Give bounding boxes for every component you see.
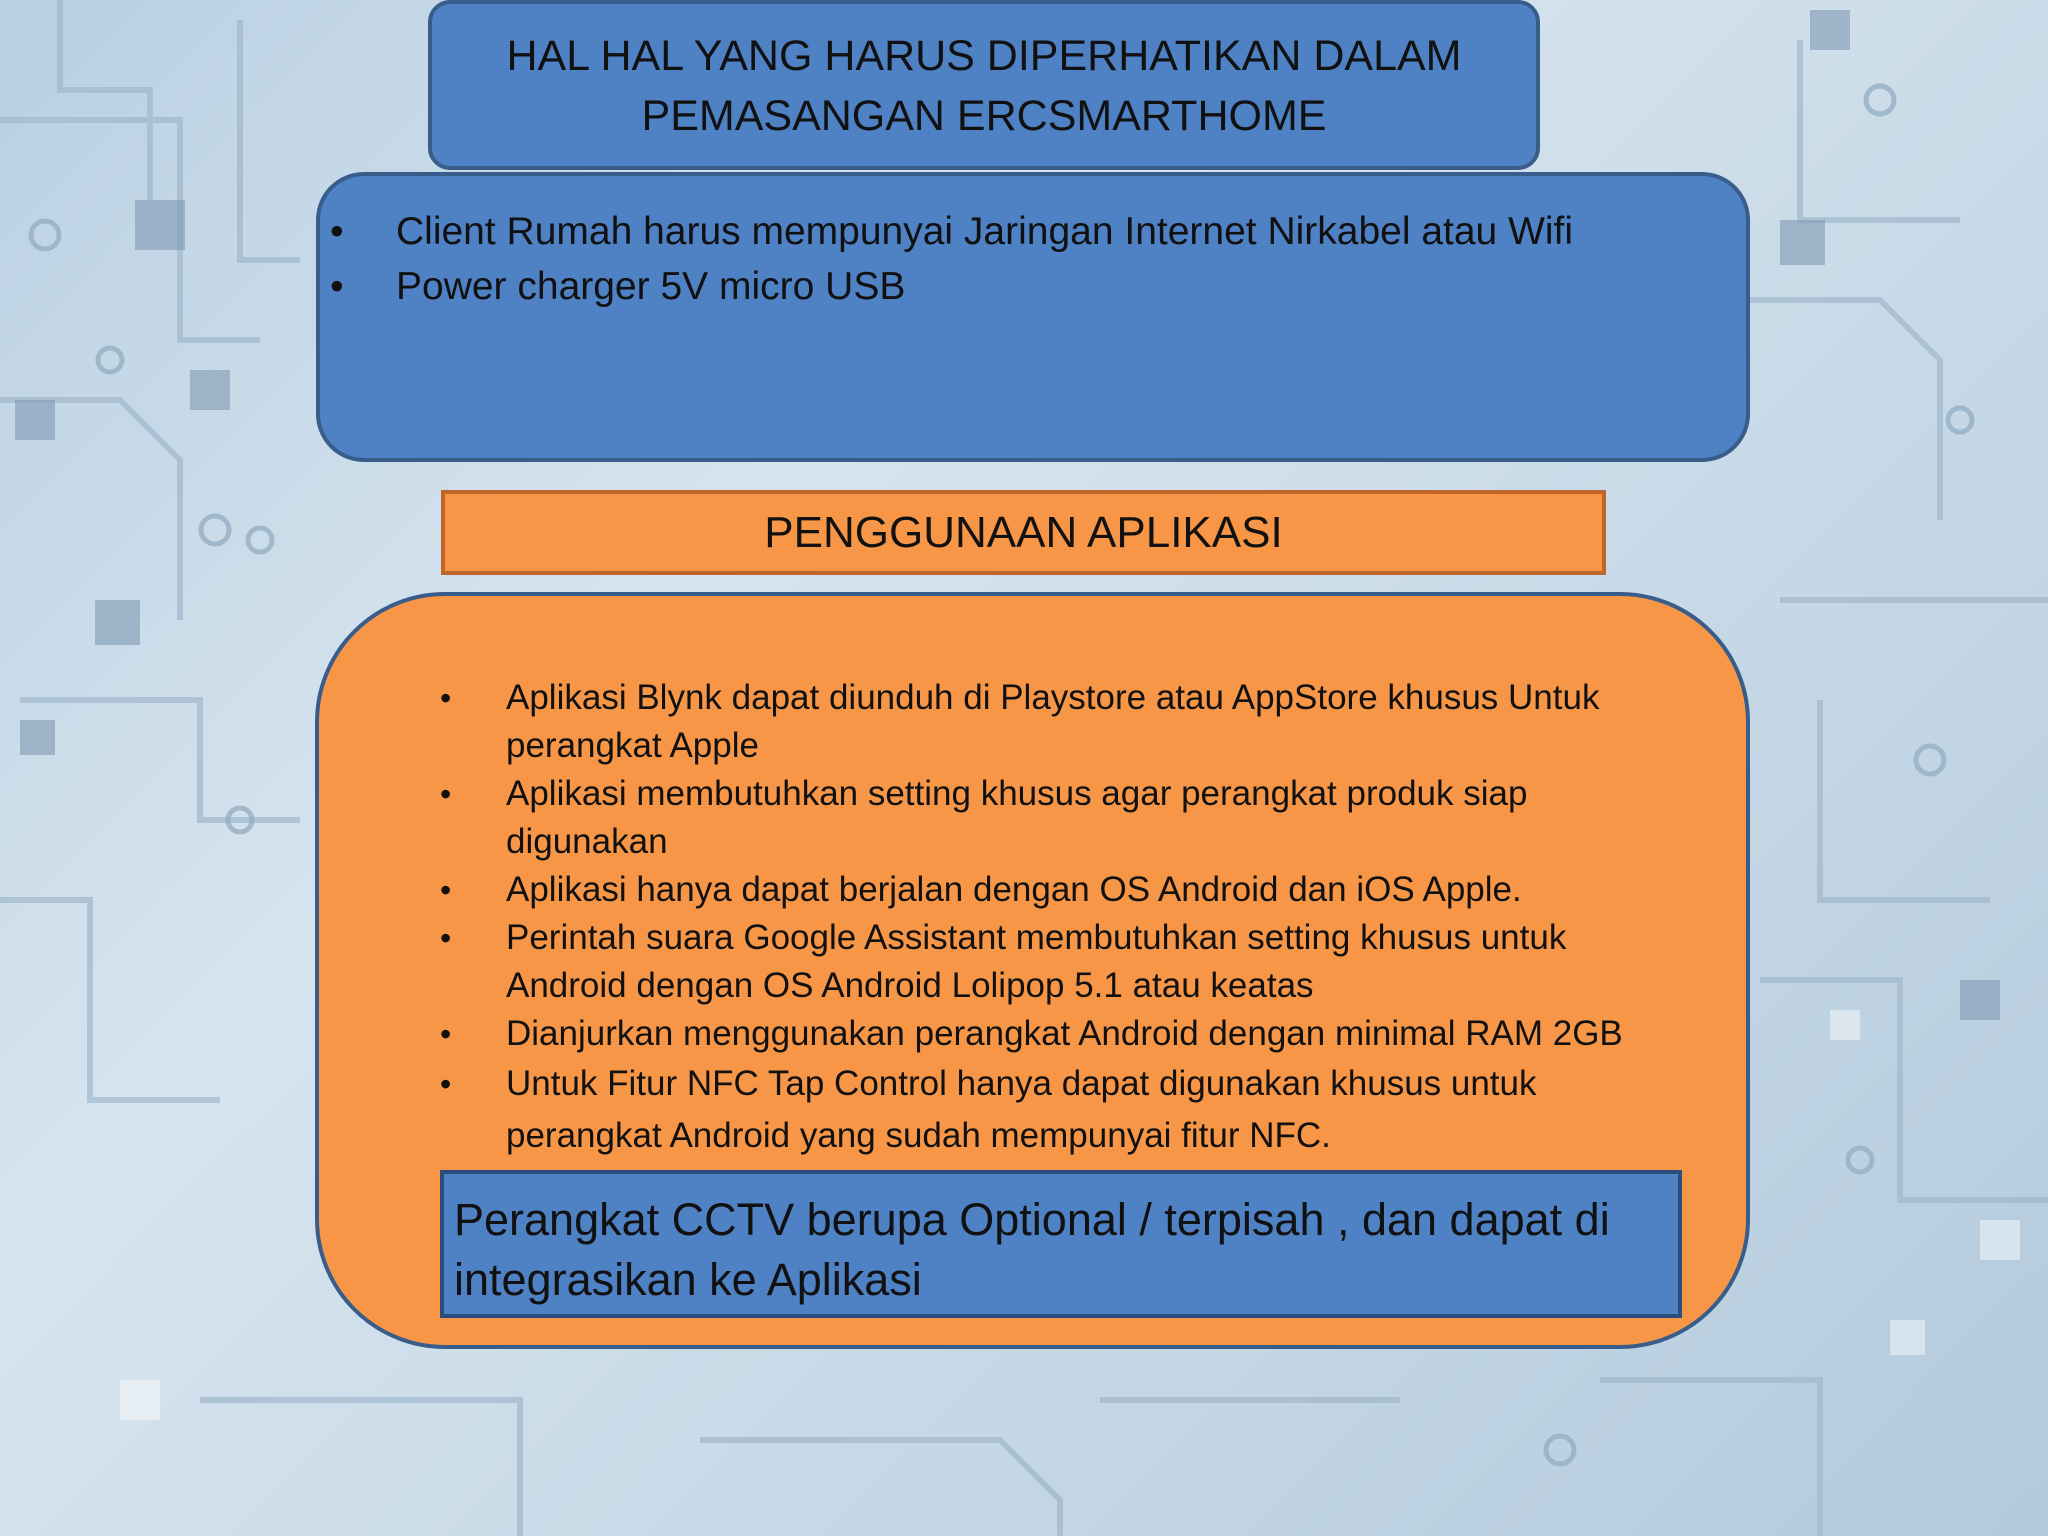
bullet-icon: •	[440, 1066, 452, 1102]
bullet-icon: •	[440, 872, 452, 908]
app-section-header	[441, 490, 1606, 575]
bullet-icon: •	[330, 210, 344, 253]
list-item	[440, 914, 1686, 1010]
cctv-note-box	[440, 1170, 1682, 1318]
list-item	[440, 1058, 1686, 1162]
app-point-text: Untuk Fitur NFC Tap Control hanya dapat digunakan khusus untuk perangkat Android yang sudah mempunyai fitur NFC.	[506, 1064, 1537, 1155]
requirements-list	[330, 204, 1656, 314]
app-point-text: Aplikasi hanya dapat berjalan dengan OS Android dan iOS Apple.	[506, 870, 1522, 909]
slide-title-box	[428, 0, 1540, 170]
bullet-icon: •	[330, 265, 344, 308]
requirement-text: Power charger 5V micro USB	[396, 265, 906, 308]
app-usage-list	[440, 674, 1686, 1162]
bullet-icon: •	[440, 1016, 452, 1052]
bullet-icon: •	[440, 920, 452, 956]
app-point-text: Perintah suara Google Assistant membutuhkan setting khusus untuk Android dengan OS Android Lolipop 5.1 atau keatas	[506, 918, 1567, 1005]
list-item	[440, 674, 1686, 770]
slide-title-line-1: HAL HAL YANG HARUS DIPERHATIKAN DALAM	[506, 32, 1462, 80]
app-point-text: Aplikasi Blynk dapat diunduh di Playstore atau AppStore khusus Untuk perangkat Apple	[506, 678, 1600, 765]
app-point-text: Aplikasi membutuhkan setting khusus agar perangkat produk siap digunakan	[506, 774, 1528, 861]
bullet-icon: •	[440, 680, 452, 716]
list-item	[440, 770, 1686, 866]
list-item	[440, 1010, 1686, 1058]
slide-title-line-2: PEMASANGAN ERCSMARTHOME	[641, 92, 1327, 140]
bullet-icon: •	[440, 776, 452, 812]
app-section-title: PENGGUNAAN APLIKASI	[764, 508, 1283, 557]
list-item	[330, 204, 1656, 259]
app-point-text: Dianjurkan menggunakan perangkat Android dengan minimal RAM 2GB	[506, 1014, 1623, 1053]
list-item	[330, 259, 1656, 314]
requirements-box	[316, 172, 1750, 462]
requirement-text: Client Rumah harus mempunyai Jaringan Internet Nirkabel atau Wifi	[396, 210, 1574, 253]
list-item	[440, 866, 1686, 914]
cctv-note-text: Perangkat CCTV berupa Optional / terpisah , dan dapat di integrasikan ke Aplikasi	[454, 1194, 1610, 1305]
